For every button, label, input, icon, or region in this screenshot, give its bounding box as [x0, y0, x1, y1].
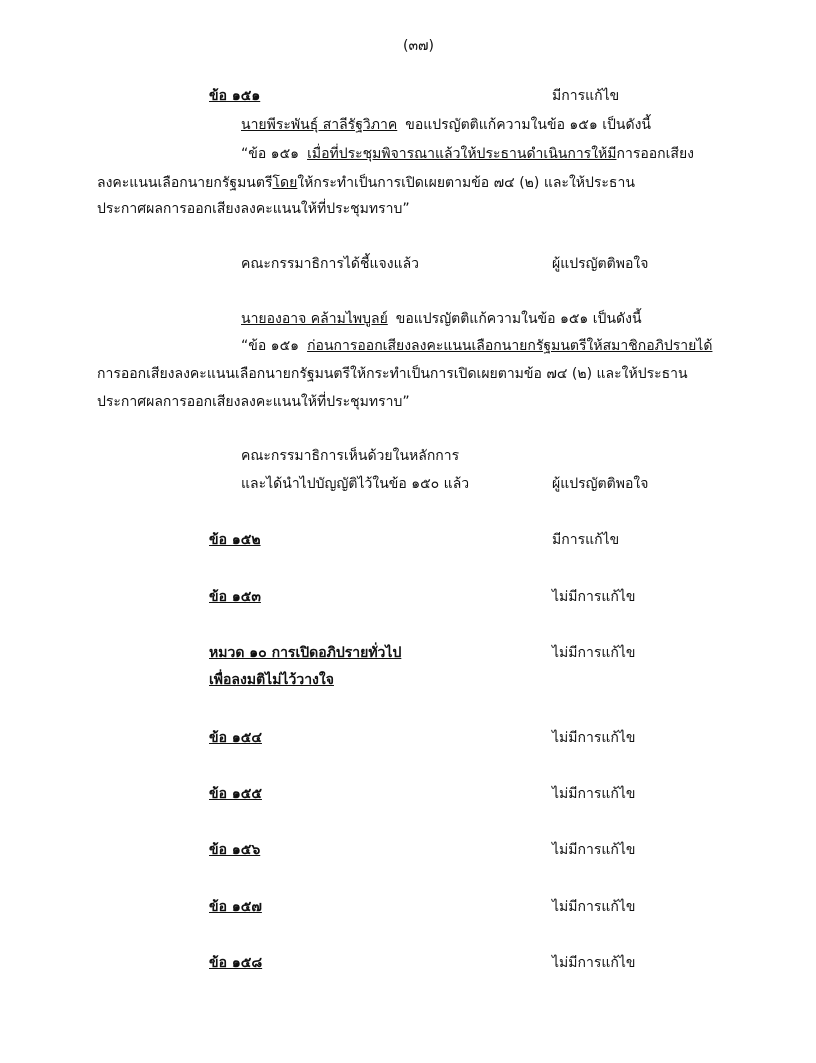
section-151-status: มีการแก้ไข	[552, 88, 620, 104]
section-158-status: ไม่มีการแก้ไข	[552, 955, 636, 971]
amend1-quote-line2	[97, 175, 635, 192]
section-156-title: ข้อ ๑๕๖	[209, 842, 261, 858]
amend2-proposer: นายองอาจ คล้ามไพบูลย์	[241, 311, 388, 327]
section-154-title: ข้อ ๑๕๔	[209, 730, 262, 746]
amend1-intro	[241, 117, 651, 134]
amend1-result: ผู้แปรญัตติพอใจ	[552, 256, 649, 272]
amend2-committee-line2: และได้นำไปบัญญัติไว้ในข้อ ๑๕๐ แล้ว	[241, 476, 470, 492]
amend1-quote-line2-underlined: โดย	[272, 175, 298, 191]
amend2-committee-line1: คณะกรรมาธิการเห็นด้วยในหลักการ	[241, 448, 460, 464]
amend2-intro	[241, 311, 642, 328]
amend1-quote-line3: ประกาศผลการออกเสียงลงคะแนนให้ที่ประชุมทราบ”	[97, 201, 410, 217]
section-157-title: ข้อ ๑๕๗	[209, 899, 262, 915]
amend1-quote-underlined: เมื่อที่ประชุมพิจารณาแล้วให้ประธานดำเนินการให้มี	[307, 146, 617, 162]
amend2-quote-line3: ประกาศผลการออกเสียงลงคะแนนให้ที่ประชุมทราบ”	[97, 394, 410, 410]
amend2-quote-prefix: “ข้อ ๑๕๑	[241, 338, 300, 354]
amend2-quote-line1	[241, 338, 712, 355]
amend1-quote-line2-a: ลงคะแนนเลือกนายกรัฐมนตรี	[97, 175, 273, 191]
chapter-10-status: ไม่มีการแก้ไข	[552, 645, 636, 661]
amend2-request: ขอแปรญัตติแก้ความในข้อ ๑๕๑ เป็นดังนี้	[395, 311, 642, 327]
amend1-committee: คณะกรรมาธิการได้ชี้แจงแล้ว	[241, 256, 420, 272]
section-151-title: ข้อ ๑๕๑	[209, 88, 261, 104]
amend2-quote-line2: การออกเสียงลงคะแนนเลือกนายกรัฐมนตรีให้กระทำเป็นการเปิดเผยตามข้อ ๗๔ (๒) และให้ประธาน	[97, 366, 688, 382]
section-153-title: ข้อ ๑๕๓	[209, 589, 261, 605]
section-153-status: ไม่มีการแก้ไข	[552, 589, 636, 605]
section-155-status: ไม่มีการแก้ไข	[552, 786, 636, 802]
amend2-result: ผู้แปรญัตติพอใจ	[552, 476, 649, 492]
amend1-request: ขอแปรญัตติแก้ความในข้อ ๑๕๑ เป็นดังนี้	[405, 117, 651, 133]
section-157-status: ไม่มีการแก้ไข	[552, 899, 636, 915]
chapter-10-title-line2: เพื่อลงมติไม่ไว้วางใจ	[209, 672, 334, 688]
amend1-proposer: นายพีระพันธุ์ สาลีรัฐวิภาค	[241, 117, 398, 133]
chapter-10-title-line1: หมวด ๑๐ การเปิดอภิปรายทั่วไป	[209, 645, 402, 661]
section-152-status: มีการแก้ไข	[552, 532, 620, 548]
amend1-quote-line2-b: ให้กระทำเป็นการเปิดเผยตามข้อ ๗๔ (๒) และให้ประธาน	[297, 175, 635, 191]
page-number: (๓๗)	[403, 38, 435, 54]
section-155-title: ข้อ ๑๕๕	[209, 786, 262, 802]
section-154-status: ไม่มีการแก้ไข	[552, 730, 636, 746]
section-152-title: ข้อ ๑๕๒	[209, 532, 261, 548]
section-156-status: ไม่มีการแก้ไข	[552, 842, 636, 858]
section-158-title: ข้อ ๑๕๘	[209, 955, 263, 971]
amend1-quote-prefix: “ข้อ ๑๕๑	[241, 146, 300, 162]
amend1-quote-line1	[241, 146, 694, 163]
amend2-quote-underlined: ก่อนการออกเสียงลงคะแนนเลือกนายกรัฐมนตรีให้สมาชิกอภิปรายได้	[307, 338, 713, 354]
amend1-quote-line1-rest: การออกเสียง	[616, 146, 695, 162]
